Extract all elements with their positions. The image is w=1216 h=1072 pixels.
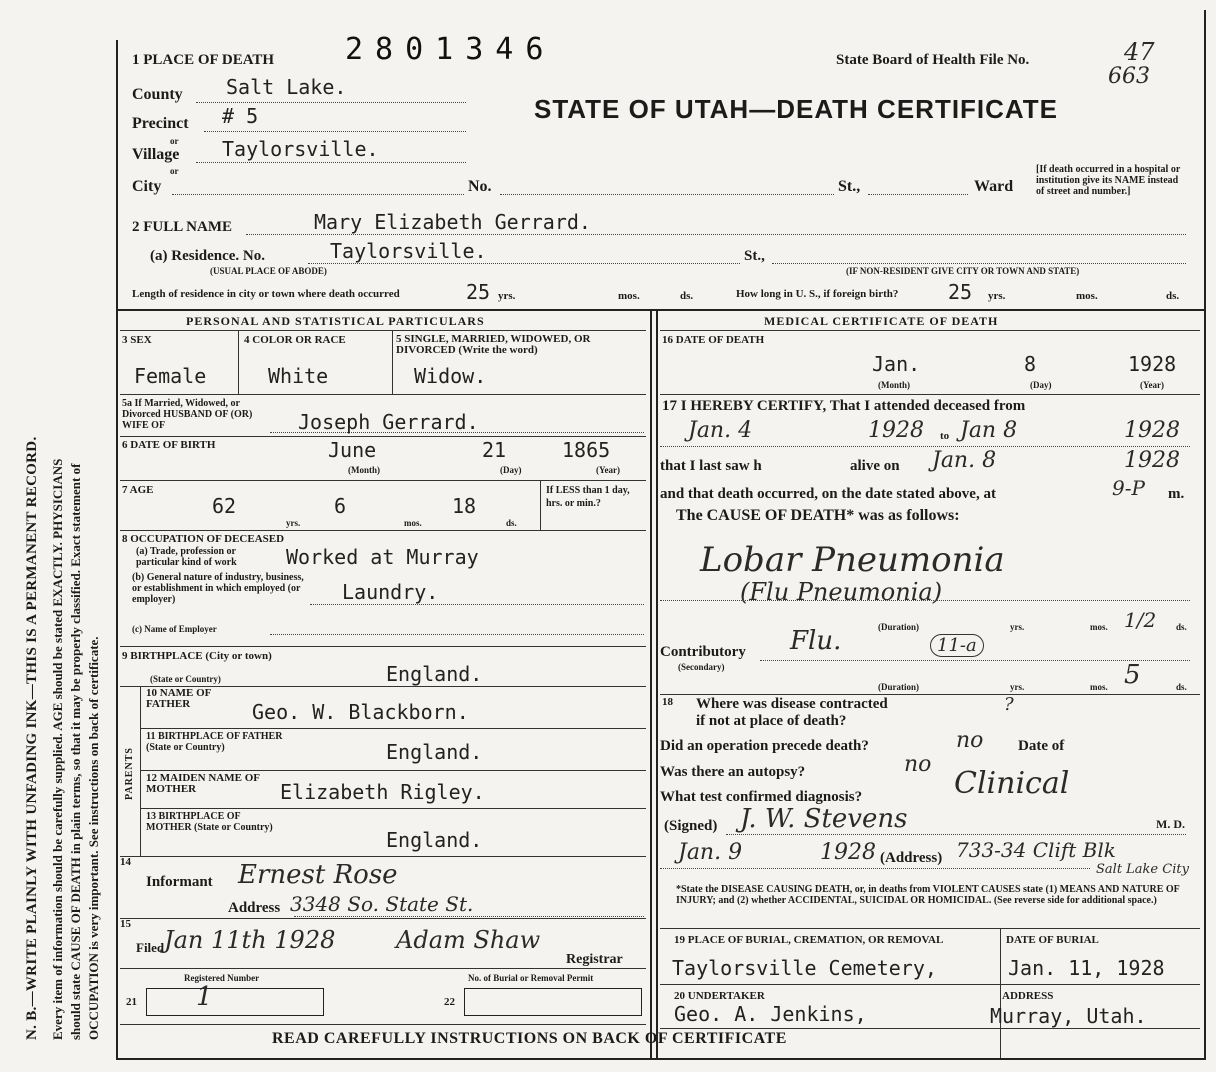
mother-birthplace: England. — [386, 828, 483, 852]
us-length-value: 25 — [948, 280, 973, 304]
industry-value: Laundry. — [342, 580, 439, 604]
file-no-value: 47 — [1124, 38, 1155, 66]
father-birthplace: England. — [386, 740, 483, 764]
medical-section-title: MEDICAL CERTIFICATE OF DEATH — [764, 314, 999, 328]
attended-to-year: 1928 — [1124, 418, 1180, 443]
village-label: Village — [132, 146, 180, 163]
test-value: Clinical — [954, 766, 1070, 801]
undertaker: Geo. A. Jenkins, — [674, 1002, 867, 1026]
age-years: 62 — [212, 494, 237, 518]
city-label: City — [132, 178, 162, 195]
residence-value: Taylorsville. — [330, 239, 487, 263]
attended-from-year: 1928 — [868, 418, 924, 443]
personal-section-title: PERSONAL AND STATISTICAL PARTICULARS — [186, 314, 485, 328]
contributory-code: 11-a — [930, 634, 984, 657]
precinct-label: Precinct — [132, 115, 189, 132]
informant-address: 3348 So. State St. — [290, 892, 474, 916]
residence-label: (a) Residence. No. — [150, 248, 265, 264]
undertaker-address: Murray, Utah. — [990, 1004, 1147, 1028]
race-value: White — [268, 364, 329, 388]
certificate-title: STATE OF UTAH—DEATH CERTIFICATE — [534, 94, 1058, 124]
left-border — [116, 40, 118, 1060]
residence-length-value: 25 — [466, 280, 491, 304]
operation-value: no — [956, 728, 984, 753]
registered-number-box — [146, 988, 324, 1016]
signed-date: Jan. 9 — [678, 840, 743, 865]
duration-value: 1/2 — [1124, 608, 1157, 632]
burial-place: Taylorsville Cemetery, — [672, 956, 937, 980]
duration-2-value: 5 — [1124, 660, 1141, 690]
mother-name: Elizabeth Rigley. — [280, 780, 485, 804]
contracted-value: ? — [1004, 694, 1014, 715]
birthplace-value: England. — [386, 662, 483, 686]
dob-day: 21 — [482, 438, 507, 462]
county-label: County — [132, 86, 183, 103]
place-of-death-label: 1 PLACE OF DEATH — [132, 52, 275, 68]
village-value: Taylorsville. — [222, 137, 379, 161]
contributory-value: Flu. — [790, 626, 842, 656]
footer-instructions: READ CAREFULLY INSTRUCTIONS ON BACK OF CERTIFICATE — [272, 1030, 787, 1047]
full-name-label: 2 FULL NAME — [132, 219, 233, 235]
sex-value: Female — [134, 364, 207, 388]
burial-date: Jan. 11, 1928 — [1008, 956, 1165, 980]
age-months: 6 — [334, 494, 347, 518]
attended-from: Jan. 4 — [688, 418, 753, 443]
cause-of-death-2: (Flu Pneumonia) — [740, 578, 943, 606]
physician-city: Salt Lake City — [1096, 862, 1189, 877]
precinct-value: # 5 — [222, 104, 259, 128]
spouse-value: Joseph Gerrard. — [298, 410, 479, 434]
attended-to: Jan 8 — [960, 418, 1018, 443]
file-no-label: State Board of Health File No. — [836, 52, 1030, 68]
side-note-2: Every item of information should be carefully supplied. AGE should be stated EXACTLY. PHYSICIANS — [50, 458, 65, 1040]
certificate-number: 2801346 — [345, 32, 556, 67]
physician-address: 733-34 Clift Blk — [956, 838, 1116, 862]
dob-month: June — [328, 438, 377, 462]
signed-year: 1928 — [820, 840, 876, 865]
death-day: 8 — [1024, 352, 1037, 376]
burial-permit-box — [464, 988, 642, 1016]
last-saw-year: 1928 — [1124, 448, 1180, 473]
filed-date: Jan 11th 1928 — [164, 926, 336, 954]
father-name: Geo. W. Blackborn. — [252, 700, 469, 724]
autopsy-value: no — [904, 752, 932, 777]
registered-number: 1 — [196, 982, 213, 1012]
death-year: 1928 — [1128, 352, 1177, 376]
physician-signature: J. W. Stevens — [740, 804, 908, 834]
death-month: Jan. — [872, 352, 921, 376]
cause-of-death: Lobar Pneumonia — [700, 540, 1005, 580]
bottom-border — [116, 1058, 1206, 1060]
ward-note: [If death occurred in a hospital or institution give its NAME instead of street and number.] — [1036, 164, 1181, 197]
full-name-value: Mary Elizabeth Gerrard. — [314, 210, 591, 234]
dob-year: 1865 — [562, 438, 611, 462]
certify-label: 17 I HEREBY CERTIFY, That I attended deceased from — [662, 398, 1026, 414]
occupation-value: Worked at Murray — [286, 545, 479, 569]
age-days: 18 — [452, 494, 477, 518]
county-value: Salt Lake. — [226, 75, 347, 99]
right-border — [1204, 10, 1206, 1060]
death-time: 9-P — [1112, 476, 1145, 500]
informant-signature: Ernest Rose — [238, 860, 398, 890]
side-note-3: should state CAUSE OF DEATH in plain terms, so that it may be properly classified. Exact statement of — [68, 463, 83, 1040]
last-saw-date: Jan. 8 — [932, 448, 997, 473]
cause-footnote: *State the DISEASE CAUSING DEATH, or, in deaths from VIOLENT CAUSES state (1) MEANS AND NATURE OF INJURY; and (2) whether ACCIDENTAL, SUICIDAL OR HOMICIDAL. (See reverse side for additional space.) — [676, 884, 1180, 906]
side-note-4: OCCUPATION is very important. See instructions on back of certificate. — [86, 636, 101, 1040]
registrar-signature: Adam Shaw — [396, 926, 541, 954]
marital-value: Widow. — [414, 364, 487, 388]
file-no-value-2: 663 — [1108, 64, 1150, 89]
side-note-1: N. B.—WRITE PLAINLY WITH UNFADING INK—THIS IS A PERMANENT RECORD. — [24, 436, 40, 1040]
